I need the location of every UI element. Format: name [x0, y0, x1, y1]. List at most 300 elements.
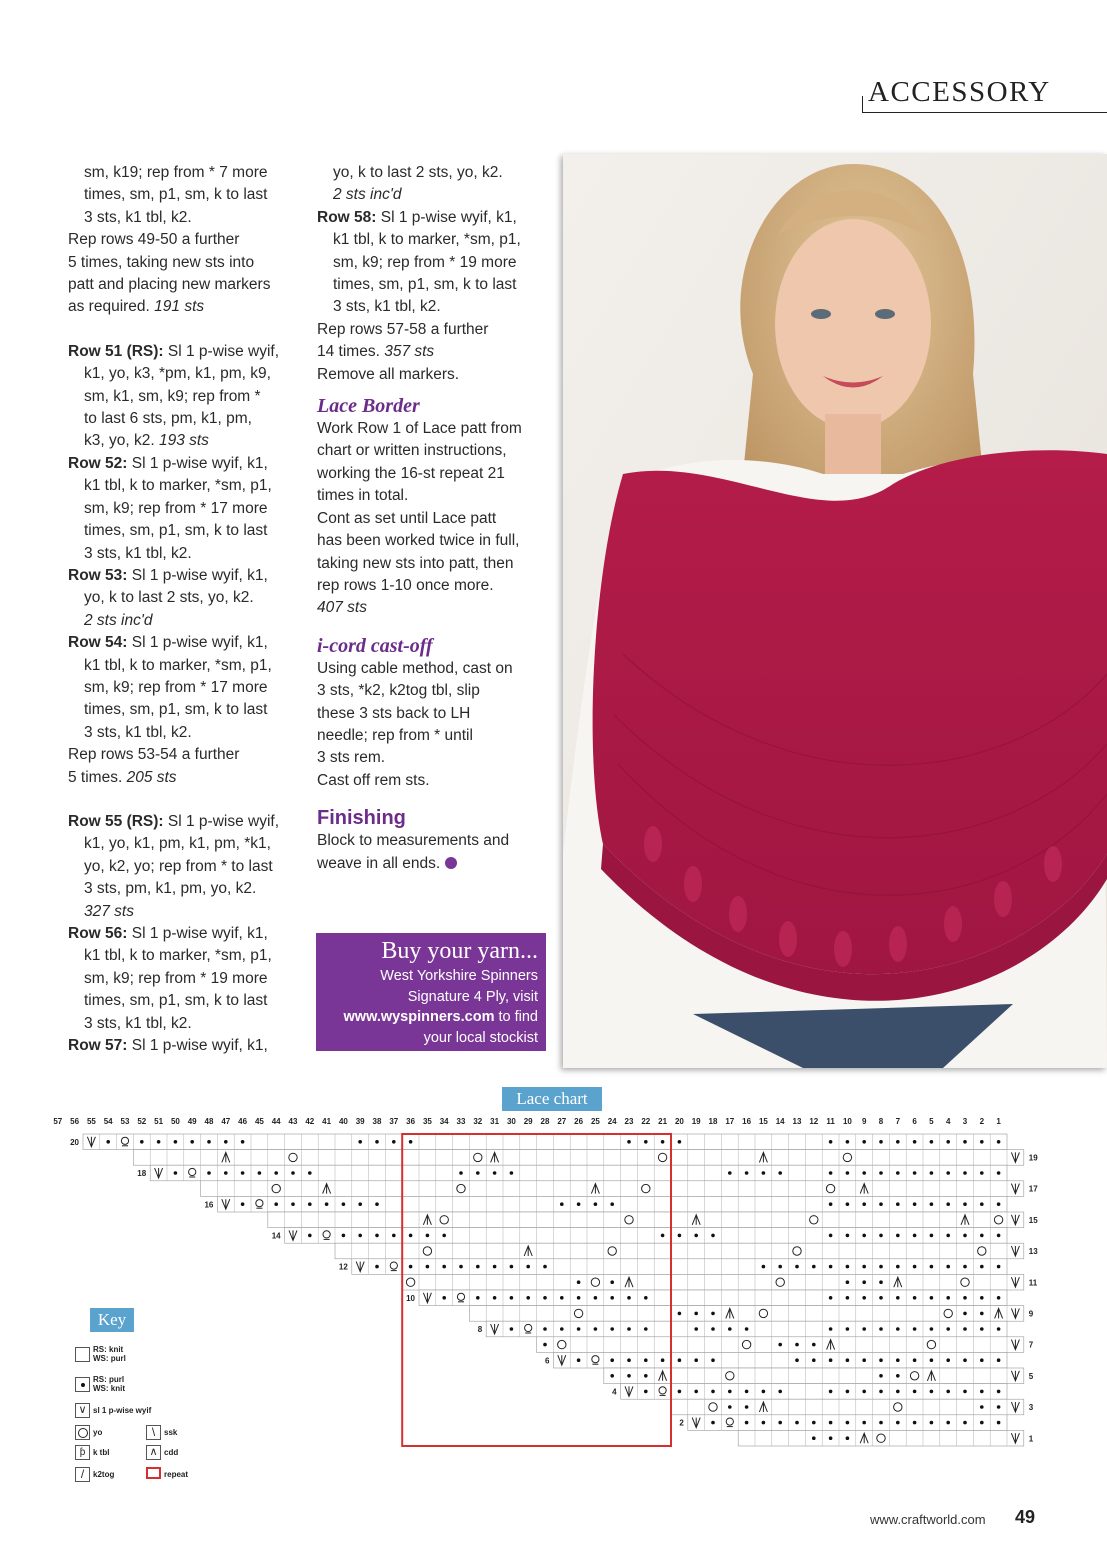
purl-dot: [174, 1171, 178, 1175]
purl-dot: [190, 1140, 194, 1144]
purl-dot: [274, 1202, 278, 1206]
purl-dot: [896, 1374, 900, 1378]
pattern-line: Cast off rem sts.: [317, 771, 430, 789]
column-number: 17: [725, 1117, 735, 1126]
purl-dot: [846, 1296, 850, 1300]
pattern-line: sm, k19; rep from * 7 more: [84, 164, 268, 181]
key-label: ssk: [164, 1428, 178, 1437]
purl-dot: [678, 1234, 682, 1238]
purl-dot: [862, 1390, 866, 1394]
purl-dot: [879, 1296, 883, 1300]
purl-dot: [207, 1140, 211, 1144]
purl-dot: [846, 1421, 850, 1425]
purl-dot: [896, 1296, 900, 1300]
chart-row: [738, 1430, 1024, 1446]
purl-dot: [728, 1171, 732, 1175]
key-label: cdd: [164, 1448, 179, 1457]
purl-dot: [795, 1343, 799, 1347]
pattern-line: 3 sts, k1 tbl, k2.: [84, 723, 192, 741]
purl-dot: [577, 1358, 581, 1362]
column-number: 7: [895, 1117, 901, 1126]
slip-icon: ∨: [75, 1403, 90, 1418]
footer-url[interactable]: www.craftworld.com: [870, 1512, 986, 1527]
pattern-line: these 3 sts back to LH: [317, 704, 471, 722]
purl-dot: [577, 1280, 581, 1284]
purl-dot: [896, 1358, 900, 1362]
purl-dot: [476, 1296, 480, 1300]
purl-dot: [896, 1265, 900, 1269]
pattern-line: Rep rows 49-50 a further: [68, 231, 240, 249]
column-number: 19: [691, 1117, 701, 1126]
buy-yarn-url[interactable]: www.wyspinners.com: [343, 1009, 495, 1025]
column-number: 53: [120, 1117, 130, 1126]
purl-dot: [846, 1234, 850, 1238]
column-number: 11: [826, 1117, 835, 1126]
purl-dot: [997, 1265, 1001, 1269]
purl-dot: [711, 1421, 715, 1425]
column-number: 28: [540, 1117, 550, 1126]
pattern-line: 3 sts, k1 tbl, k2.: [84, 544, 192, 562]
chart-row: [553, 1352, 1007, 1368]
purl-dot: [963, 1421, 967, 1425]
pattern-line: 3 sts rem.: [317, 749, 386, 767]
purl-dot: [476, 1265, 480, 1269]
chart-row: [335, 1243, 1024, 1259]
row-label: 5: [1028, 1371, 1034, 1381]
purl-dot: [526, 1265, 530, 1269]
lace-chart-title: Lace chart: [502, 1087, 602, 1111]
purl-dot: [627, 1296, 631, 1300]
purl-dot: [829, 1358, 833, 1362]
purl-dot: [930, 1140, 934, 1144]
purl-dot: [963, 1358, 967, 1362]
purl-dot: [846, 1327, 850, 1331]
chart-row: [133, 1150, 1023, 1166]
purl-dot: [375, 1265, 379, 1269]
pattern-line: needle; rep from * until: [317, 726, 473, 744]
purl-dot: [543, 1265, 547, 1269]
pattern-line: k1 tbl, k to marker, *sm, p1,: [84, 477, 272, 495]
purl-dot: [308, 1171, 312, 1175]
purl-dot: [342, 1202, 346, 1206]
purl-dot: [610, 1327, 614, 1331]
purl-dot: [728, 1405, 732, 1409]
pattern-line: k1 tbl, k to marker, *sm, p1,: [84, 947, 272, 965]
purl-dot: [711, 1390, 715, 1394]
pattern-line: Row 58: Sl 1 p-wise wyif, k1,: [317, 208, 517, 226]
purl-dot: [694, 1327, 698, 1331]
row-label: 20: [70, 1137, 79, 1147]
purl-dot: [812, 1358, 816, 1362]
purl-dot: [930, 1265, 934, 1269]
column-number: 5: [929, 1117, 934, 1126]
purl-dot: [560, 1296, 564, 1300]
dot-box-icon: [75, 1377, 90, 1392]
yo-icon: [75, 1425, 90, 1440]
column-number: 47: [221, 1117, 231, 1126]
purl-dot: [946, 1390, 950, 1394]
key-label: sl 1 p-wise wyif: [93, 1406, 152, 1415]
purl-dot: [829, 1234, 833, 1238]
pattern-line: to last 6 sts, pm, k1, pm,: [84, 410, 252, 428]
purl-dot: [711, 1327, 715, 1331]
pattern-line: sm, k9; rep from * 17 more: [84, 678, 268, 696]
purl-dot: [997, 1202, 1001, 1206]
purl-dot: [862, 1421, 866, 1425]
purl-dot: [392, 1140, 396, 1144]
purl-dot: [997, 1296, 1001, 1300]
pattern-line: times, sm, p1, sm, k to last: [84, 701, 268, 719]
purl-dot: [526, 1296, 530, 1300]
column-number: 24: [607, 1117, 617, 1126]
pattern-line: 3 sts, *k2, k2tog tbl, slip: [317, 682, 480, 700]
purl-dot: [778, 1171, 782, 1175]
column-number: 51: [154, 1117, 164, 1126]
purl-dot: [862, 1171, 866, 1175]
purl-dot: [577, 1296, 581, 1300]
purl-dot: [308, 1202, 312, 1206]
purl-dot: [963, 1234, 967, 1238]
purl-dot: [946, 1265, 950, 1269]
pattern-line: Row 54: Sl 1 p-wise wyif, k1,: [68, 634, 268, 652]
key-label: k2tog: [93, 1470, 115, 1479]
purl-dot: [762, 1171, 766, 1175]
purl-dot: [594, 1327, 598, 1331]
purl-dot: [325, 1202, 329, 1206]
pattern-line: 2 sts inc'd: [333, 186, 402, 204]
row-label: 17: [1028, 1184, 1038, 1194]
purl-dot: [627, 1327, 631, 1331]
column-number: 33: [456, 1117, 466, 1126]
purl-dot: [829, 1202, 833, 1206]
purl-dot: [610, 1280, 614, 1284]
column-number: 43: [288, 1117, 298, 1126]
pattern-line: working the 16-st repeat 21: [317, 464, 505, 482]
column-number: 27: [557, 1117, 567, 1126]
header-rule: [862, 112, 1107, 113]
section-header: [862, 76, 1107, 112]
pattern-line: times, sm, p1, sm, k to last: [84, 186, 268, 204]
key-label: RS: purl WS: knit: [93, 1375, 125, 1393]
purl-dot: [409, 1265, 413, 1269]
purl-dot: [644, 1296, 648, 1300]
pattern-line: has been worked twice in full,: [317, 532, 520, 550]
purl-dot: [594, 1202, 598, 1206]
purl-dot: [829, 1327, 833, 1331]
column-number: 36: [406, 1117, 416, 1126]
ktbl-icon: ƥ: [75, 1445, 90, 1460]
pattern-line: Rep rows 57-58 a further: [317, 320, 489, 338]
purl-dot: [778, 1390, 782, 1394]
purl-dot: [342, 1234, 346, 1238]
purl-dot: [812, 1265, 816, 1269]
purl-dot: [829, 1171, 833, 1175]
chart-row: [268, 1212, 1024, 1228]
row-label: 16: [204, 1200, 214, 1210]
purl-dot: [879, 1171, 883, 1175]
purl-dot: [946, 1358, 950, 1362]
purl-dot: [997, 1358, 1001, 1362]
purl-dot: [980, 1312, 984, 1316]
pattern-line: Using cable method, cast on: [317, 659, 513, 677]
pattern-line: k1 tbl, k to marker, *sm, p1,: [333, 231, 521, 249]
purl-dot: [140, 1140, 144, 1144]
purl-dot: [224, 1140, 228, 1144]
purl-dot: [963, 1140, 967, 1144]
pattern-line: 5 times, taking new sts into: [68, 253, 255, 271]
purl-dot: [543, 1327, 547, 1331]
column-number: 20: [674, 1117, 684, 1126]
purl-dot: [291, 1202, 295, 1206]
column-number: 44: [271, 1117, 281, 1126]
column-number: 50: [170, 1117, 180, 1126]
purl-dot: [930, 1358, 934, 1362]
purl-dot: [762, 1421, 766, 1425]
chart-row: [604, 1368, 1024, 1384]
purl-dot: [661, 1234, 665, 1238]
purl-dot: [778, 1421, 782, 1425]
key-label: yo: [93, 1428, 103, 1437]
purl-dot: [896, 1140, 900, 1144]
purl-dot: [913, 1234, 917, 1238]
purl-dot: [879, 1421, 883, 1425]
purl-dot: [409, 1234, 413, 1238]
repeat-icon: [146, 1467, 161, 1479]
purl-dot: [846, 1140, 850, 1144]
purl-dot: [661, 1140, 665, 1144]
purl-dot: [594, 1296, 598, 1300]
purl-dot: [862, 1327, 866, 1331]
purl-dot: [610, 1202, 614, 1206]
purl-dot: [241, 1140, 245, 1144]
purl-dot: [879, 1374, 883, 1378]
column-number: 42: [305, 1117, 315, 1126]
purl-dot: [862, 1358, 866, 1362]
column-number: 32: [473, 1117, 483, 1126]
purl-dot: [224, 1171, 228, 1175]
pattern-line: sm, k9; rep from * 17 more: [84, 499, 268, 517]
purl-dot: [980, 1265, 984, 1269]
knit-box-icon: [75, 1347, 90, 1362]
pattern-line: yo, k to last 2 sts, yo, k2.: [84, 589, 254, 607]
purl-dot: [963, 1296, 967, 1300]
purl-dot: [846, 1265, 850, 1269]
purl-dot: [627, 1140, 631, 1144]
purl-dot: [812, 1436, 816, 1440]
purl-dot: [745, 1405, 749, 1409]
purl-dot: [862, 1234, 866, 1238]
pattern-line: sm, k9; rep from * 19 more: [333, 253, 517, 271]
purl-dot: [409, 1140, 413, 1144]
spacer: [68, 789, 308, 811]
purl-dot: [678, 1140, 682, 1144]
pattern-line: Row 55 (RS): Sl 1 p-wise wyif,: [68, 812, 280, 830]
purl-dot: [913, 1202, 917, 1206]
purl-dot: [174, 1140, 178, 1144]
pattern-line: 14 times. 357 sts: [317, 343, 435, 361]
purl-dot: [510, 1171, 514, 1175]
pattern-column-1: [68, 162, 308, 1057]
purl-dot: [913, 1327, 917, 1331]
pattern-line: 407 sts: [317, 599, 367, 617]
purl-dot: [762, 1390, 766, 1394]
column-number: 29: [523, 1117, 533, 1126]
purl-dot: [627, 1374, 631, 1378]
purl-dot: [745, 1327, 749, 1331]
pattern-line: taking new sts into patt, then: [317, 554, 514, 572]
purl-dot: [610, 1374, 614, 1378]
purl-dot: [997, 1390, 1001, 1394]
pattern-line: times in total.: [317, 487, 409, 505]
purl-dot: [560, 1327, 564, 1331]
column-number: 55: [86, 1117, 96, 1126]
row-label: 10: [406, 1293, 415, 1303]
row-label: 9: [1028, 1309, 1034, 1319]
k2tog-icon: /: [75, 1467, 90, 1482]
purl-dot: [879, 1390, 883, 1394]
purl-dot: [274, 1171, 278, 1175]
buy-yarn-line3: to find: [494, 1009, 538, 1025]
column-number: 38: [372, 1117, 382, 1126]
column-number: 14: [775, 1117, 785, 1126]
pattern-line: sm, k1, sm, k9; rep from *: [84, 387, 261, 405]
purl-dot: [997, 1405, 1001, 1409]
purl-dot: [980, 1390, 984, 1394]
buy-yarn-line2: Signature 4 Ply, visit: [407, 988, 538, 1005]
purl-dot: [980, 1202, 984, 1206]
chart-row: [150, 1165, 1007, 1181]
purl-dot: [157, 1140, 161, 1144]
purl-dot: [493, 1171, 497, 1175]
purl-dot: [963, 1202, 967, 1206]
pattern-line: times, sm, p1, sm, k to last: [84, 992, 268, 1010]
column-number: 46: [238, 1117, 248, 1126]
purl-dot: [930, 1296, 934, 1300]
icord-text: [317, 658, 557, 792]
purl-dot: [913, 1421, 917, 1425]
purl-dot: [392, 1234, 396, 1238]
chart-row: [352, 1259, 1007, 1275]
pattern-line: 3 sts, k1 tbl, k2.: [84, 1014, 192, 1032]
purl-dot: [375, 1140, 379, 1144]
purl-dot: [795, 1421, 799, 1425]
purl-dot: [846, 1171, 850, 1175]
purl-dot: [846, 1436, 850, 1440]
column-number: 2: [979, 1117, 985, 1126]
purl-dot: [728, 1390, 732, 1394]
purl-dot: [678, 1312, 682, 1316]
column-number: 56: [70, 1117, 80, 1126]
purl-dot: [930, 1390, 934, 1394]
cdd-icon: ∧: [146, 1445, 161, 1460]
purl-dot: [711, 1234, 715, 1238]
purl-dot: [997, 1327, 1001, 1331]
purl-dot: [930, 1234, 934, 1238]
column-number: 9: [861, 1117, 867, 1126]
pattern-line: Row 53: Sl 1 p-wise wyif, k1,: [68, 566, 268, 584]
ssk-icon: \: [146, 1425, 161, 1440]
row-label: 12: [338, 1262, 348, 1272]
purl-dot: [442, 1234, 446, 1238]
column-number: 16: [742, 1117, 752, 1126]
column-number: 52: [137, 1117, 147, 1126]
purl-dot: [879, 1280, 883, 1284]
column-number: 48: [204, 1117, 214, 1126]
pattern-line: k1, yo, k3, *pm, k1, pm, k9,: [84, 365, 271, 383]
purl-dot: [879, 1358, 883, 1362]
row-label: 15: [1028, 1215, 1038, 1225]
pattern-line: weave in all ends.: [317, 853, 557, 875]
purl-dot: [963, 1265, 967, 1269]
purl-dot: [308, 1234, 312, 1238]
row-label: 18: [137, 1169, 147, 1179]
purl-dot: [778, 1343, 782, 1347]
purl-dot: [543, 1343, 547, 1347]
purl-dot: [426, 1234, 430, 1238]
purl-dot: [577, 1327, 581, 1331]
purl-dot: [946, 1140, 950, 1144]
column-number: 39: [355, 1117, 365, 1126]
column-number: 41: [322, 1117, 332, 1126]
pattern-column-2: [317, 162, 557, 875]
column-number: 35: [422, 1117, 432, 1126]
purl-dot: [577, 1202, 581, 1206]
lace-chart: [0, 1112, 1107, 1467]
row-label: 19: [1028, 1153, 1038, 1163]
page-number: 49: [1015, 1507, 1036, 1527]
purl-dot: [375, 1202, 379, 1206]
purl-dot: [644, 1140, 648, 1144]
purl-dot: [846, 1202, 850, 1206]
purl-dot: [930, 1202, 934, 1206]
purl-dot: [963, 1390, 967, 1394]
purl-dot: [946, 1171, 950, 1175]
purl-dot: [694, 1358, 698, 1362]
column-number: 30: [506, 1117, 516, 1126]
purl-dot: [812, 1343, 816, 1347]
pattern-line: rep rows 1-10 once more.: [317, 576, 494, 594]
column-number: 18: [708, 1117, 718, 1126]
purl-dot: [896, 1234, 900, 1238]
purl-dot: [358, 1202, 362, 1206]
pattern-line: Row 57: Sl 1 p-wise wyif, k1,: [68, 1037, 268, 1055]
row-label: 7: [1028, 1340, 1034, 1350]
pattern-line: 2 sts inc'd: [84, 611, 153, 629]
lace-border-heading: Lace Border: [317, 395, 420, 418]
column-number: 57: [53, 1117, 63, 1126]
column-number: 22: [641, 1117, 651, 1126]
purl-dot: [829, 1296, 833, 1300]
purl-dot: [728, 1327, 732, 1331]
purl-dot: [812, 1421, 816, 1425]
pattern-line: 3 sts, pm, k1, pm, yo, k2.: [84, 880, 257, 898]
purl-dot: [762, 1265, 766, 1269]
pattern-line: k1, yo, k1, pm, k1, pm, *k1,: [84, 835, 271, 853]
purl-dot: [644, 1390, 648, 1394]
purl-dot: [543, 1296, 547, 1300]
purl-dot: [442, 1265, 446, 1269]
purl-dot: [946, 1327, 950, 1331]
pattern-line: Block to measurements and: [317, 832, 510, 850]
purl-dot: [963, 1327, 967, 1331]
column-number: 40: [338, 1117, 348, 1126]
pattern-line: yo, k2, yo; rep from * to last: [84, 857, 273, 875]
finishing-heading: Finishing: [317, 807, 406, 830]
row-label: 11: [1028, 1278, 1038, 1288]
purl-dot: [358, 1234, 362, 1238]
purl-dot: [627, 1358, 631, 1362]
purl-dot: [207, 1171, 211, 1175]
